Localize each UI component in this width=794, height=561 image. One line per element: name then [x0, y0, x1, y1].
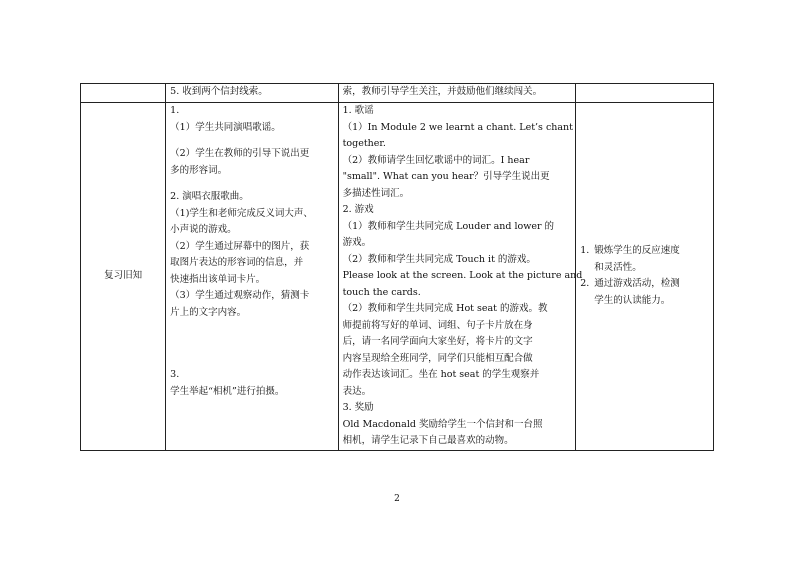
purpose-cell — [576, 103, 714, 451]
cell-text-line: （2）教师请学生回忆歌谣中的词汇。I hear — [342, 154, 530, 166]
cell-text-line: touch the cards. — [342, 286, 421, 298]
page-number: 2 — [394, 494, 400, 504]
cell-text-line: 游戏。 — [342, 237, 372, 248]
cell-text-line: 相机，请学生记录下自己最喜欢的动物。 — [342, 435, 514, 446]
cell-text-line: 动作表达该词汇。坐在 hot seat 的学生观察并 — [342, 369, 540, 380]
purpose-item-number: 2. — [580, 278, 590, 290]
cell-text-line: 小声说的游戏。 — [170, 224, 237, 235]
table-cell-empty — [576, 84, 714, 103]
cell-text-line: 2. 演唱衣服歌曲。 — [170, 191, 249, 202]
purpose-item-line — [580, 293, 709, 310]
cell-text-line: 内容呈现给全班同学，同学们只能相互配合做 — [342, 352, 533, 364]
cell-text-line: （2）学生通过屏幕中的图片，获 — [170, 240, 310, 252]
student-activities-cell — [166, 103, 338, 451]
cell-text-line: Old Macdonald 奖励给学生一个信封和一台照 — [342, 418, 543, 430]
purpose-item-text: 学生的认读能力。 — [594, 294, 671, 306]
cell-text-line: 多的形容词。 — [170, 164, 228, 176]
purpose-item-line — [580, 260, 709, 277]
spacer — [170, 179, 333, 189]
cell-text-line: （2）教师和学生共同完成 Touch it 的游戏。 — [342, 253, 536, 265]
cell-text-line: （1)学生和老师完成反义词大声、 — [170, 207, 313, 219]
cell-text-line: 师提前将写好的单词、词组、句子卡片放在身 — [342, 319, 533, 331]
cell-text-line: 后，请一名同学面向大家坐好，将卡片的文字 — [342, 336, 533, 347]
cell-text-line: （1）In Module 2 we learnt a chant. Let’s chant — [342, 121, 573, 133]
cell-text-line: 3. — [170, 369, 180, 380]
purpose-item-line — [580, 276, 709, 293]
cell-text-line: 表达。 — [342, 385, 372, 397]
cell-text-line: "small". What can you hear？引导学生说出更 — [342, 171, 550, 182]
cell-text-line: Please look at the screen. Look at the picture and — [342, 270, 583, 281]
spacer — [170, 136, 333, 146]
spacer — [170, 321, 333, 367]
stage-label: 复习旧知 — [104, 270, 143, 281]
cell-text-line: 2. 游戏 — [342, 204, 374, 215]
stage-cell — [81, 103, 166, 451]
cell-text-line: together. — [342, 138, 386, 149]
cell-text-line: （1）学生共同演唱歌谣。 — [170, 121, 281, 133]
table-row — [81, 103, 714, 451]
table-cell-empty — [81, 84, 166, 103]
table-cell: 索，教师引导学生关注，并鼓励他们继续闯关。 — [338, 84, 576, 103]
cell-text-line: （3）学生通过观察动作，猜测卡 — [170, 290, 310, 301]
cell-text-line: 学生举起“相机”进行拍摄。 — [170, 385, 285, 397]
cell-text-line: 多描述性词汇。 — [342, 187, 410, 199]
purpose-item-line — [580, 243, 709, 260]
cell-text-line: 1. — [170, 105, 180, 116]
cell-text-line: （1）教师和学生共同完成 Louder and lower 的 — [342, 220, 555, 232]
purpose-item-text: 通过游戏活动，检测 — [594, 278, 680, 290]
table-cell: 5. 收到两个信封线索。 — [166, 84, 338, 103]
purpose-item-text: 和灵活性。 — [594, 261, 642, 273]
table-row — [81, 84, 714, 103]
cell-text-line: 取图片表达的形容词的信息，并 — [170, 257, 304, 268]
lesson-plan-table — [80, 83, 714, 451]
purpose-item-number: 1. — [580, 245, 590, 257]
cell-text-line: 3. 奖励 — [342, 402, 374, 413]
purpose-item-text: 锻炼学生的反应速度 — [594, 245, 680, 257]
teacher-activities-cell — [338, 103, 583, 451]
cell-text-line: 1. 歌谣 — [342, 105, 374, 116]
cell-text-line: （2）教师和学生共同完成 Hot seat 的游戏。教 — [342, 303, 548, 314]
cell-text-line: （2）学生在教师的引导下说出更 — [170, 148, 310, 159]
cell-text-line: 片上的文字内容。 — [170, 306, 247, 318]
cell-text-line: 快速指出该单词卡片。 — [170, 273, 266, 285]
